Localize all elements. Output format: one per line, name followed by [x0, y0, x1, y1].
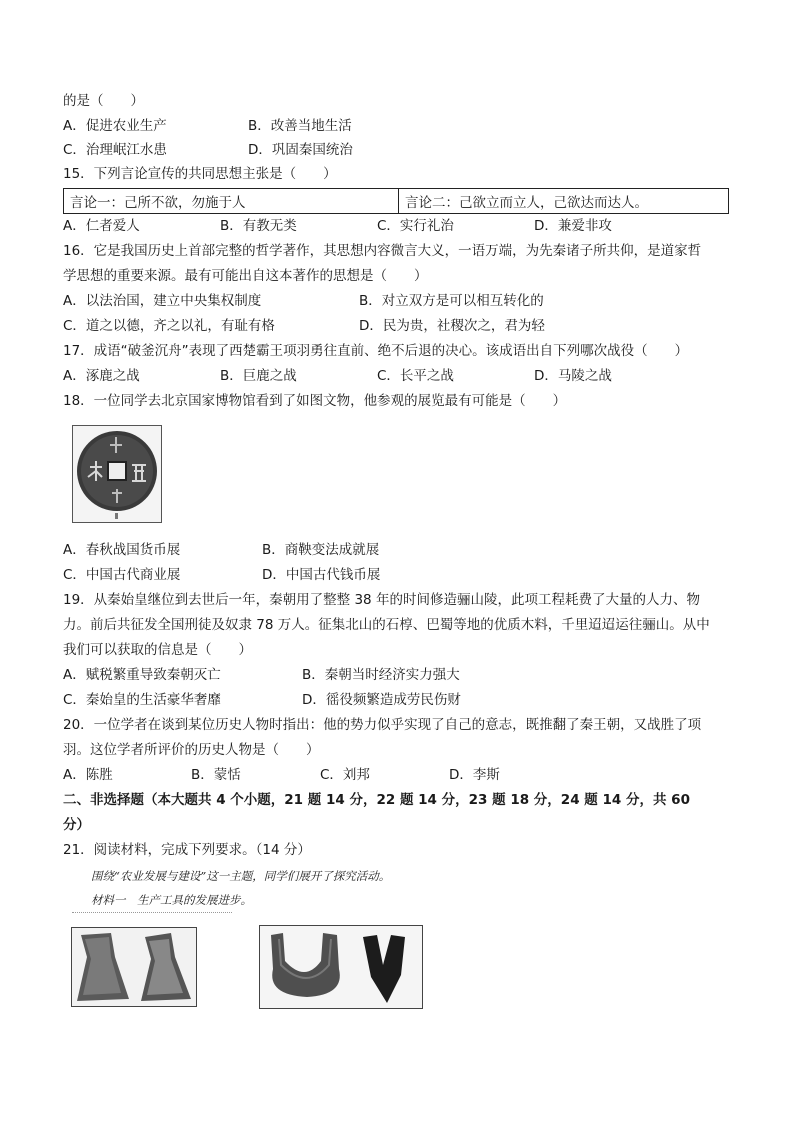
q19-option-c: C．秦始皇的生活豪华奢靡 [63, 692, 221, 708]
q15-stem: 15．下列言论宣传的共同思想主张是（ ） [63, 166, 337, 182]
q21-material1-label: 材料一 生产工具的发展进步。 [91, 893, 252, 907]
q20-stem-line2: 羽。这位学者所评价的历史人物是（ ） [63, 742, 320, 758]
q14-option-a: A．促进农业生产 [63, 118, 167, 134]
q20-option-c: C．刘邦 [320, 767, 370, 783]
q18-stem: 18．一位同学去北京国家博物馆看到了如图文物，他参观的展览最有可能是（ ） [63, 393, 567, 409]
stone-tools-image [71, 927, 197, 1007]
q16-stem-line2: 学思想的重要来源。最有可能出自这本著作的思想是（ ） [63, 268, 428, 284]
q15-option-b: B．有教无类 [220, 218, 297, 234]
q14-stem-tail: 的是（ ） [63, 93, 144, 109]
q20-stem-line1: 20．一位学者在谈到某位历史人物时指出：他的势力似乎实现了自己的意志，既推翻了秦王朝，又战胜了项 [63, 717, 702, 733]
q17-option-a: A．涿鹿之战 [63, 368, 140, 384]
q20-option-a: A．陈胜 [63, 767, 113, 783]
q17-option-c: C．长平之战 [377, 368, 454, 384]
q19-option-d: D．徭役频繁造成劳民伤财 [302, 692, 461, 708]
q14-option-c: C．治理岷江水患 [63, 142, 167, 158]
q19-option-b: B．秦朝当时经济实力强大 [302, 667, 460, 683]
q17-option-b: B．巨鹿之战 [220, 368, 297, 384]
q20-option-d: D．李斯 [449, 767, 500, 783]
q20-option-b: B．蒙恬 [191, 767, 241, 783]
q19-stem-line3: 我们可以获取的信息是（ ） [63, 642, 252, 658]
bronze-tools-image [259, 925, 423, 1009]
q18-option-b: B．商鞅变法成就展 [262, 542, 380, 558]
q18-option-a: A．春秋战国货币展 [63, 542, 181, 558]
q19-stem-line2: 力。前后共征发全国刑徒及奴隶 78 万人。征集北山的石椁、巴蜀等地的优质木料，千里迢迢运往骊山。从中 [63, 617, 710, 633]
q16-option-b: B．对立双方是可以相互转化的 [359, 293, 544, 309]
q16-option-a: A．以法治国，建立中央集权制度 [63, 293, 262, 309]
q19-option-a: A．赋税繁重导致秦朝灭亡 [63, 667, 221, 683]
faint-scan-line [72, 912, 232, 916]
q15-quote-2: 言论二：己欲立而立人，己欲达而达人。 [399, 189, 729, 214]
q15-quote-1: 言论一：己所不欲，勿施于人 [64, 189, 399, 214]
q21-stem: 21．阅读材料，完成下列要求。（14 分） [63, 842, 311, 858]
q16-stem-line1: 16．它是我国历史上首部完整的哲学著作，其思想内容微言大义，一语万端，为先秦诸子所共仰，是道家哲 [63, 243, 702, 259]
q17-stem: 17．成语“破釜沉舟”表现了西楚霸王项羽勇往直前、绝不后退的决心。该成语出自下列哪次战役（ ） [63, 343, 689, 359]
q19-stem-line1: 19．从秦始皇继位到去世后一年，秦朝用了整整 38 年的时间修造骊山陵，此项工程耗费了大量的人力、物 [63, 592, 700, 608]
q16-option-d: D．民为贵，社稷次之，君为轻 [359, 318, 545, 334]
q15-option-d: D．兼爱非攻 [534, 218, 612, 234]
q21-intro: 围绕“农业发展与建设”这一主题，同学们展开了探究活动。 [91, 869, 391, 883]
q15-option-c: C．实行礼治 [377, 218, 454, 234]
q16-option-c: C．道之以德，齐之以礼，有耻有格 [63, 318, 275, 334]
ancient-coin-image [72, 425, 162, 523]
q18-option-d: D．中国古代钱币展 [262, 567, 381, 583]
section2-title-line1: 二、非选择题（本大题共 4 个小题，21 题 14 分，22 题 14 分，23 题 18 分，24 题 14 分，共 60 [63, 792, 690, 808]
q17-option-d: D．马陵之战 [534, 368, 612, 384]
q15-quote-table [63, 188, 729, 214]
section2-title-line2: 分） [63, 817, 90, 833]
q15-option-a: A．仁者爱人 [63, 218, 140, 234]
q14-option-d: D．巩固秦国统治 [248, 142, 353, 158]
q18-option-c: C．中国古代商业展 [63, 567, 181, 583]
q14-option-b: B．改善当地生活 [248, 118, 352, 134]
